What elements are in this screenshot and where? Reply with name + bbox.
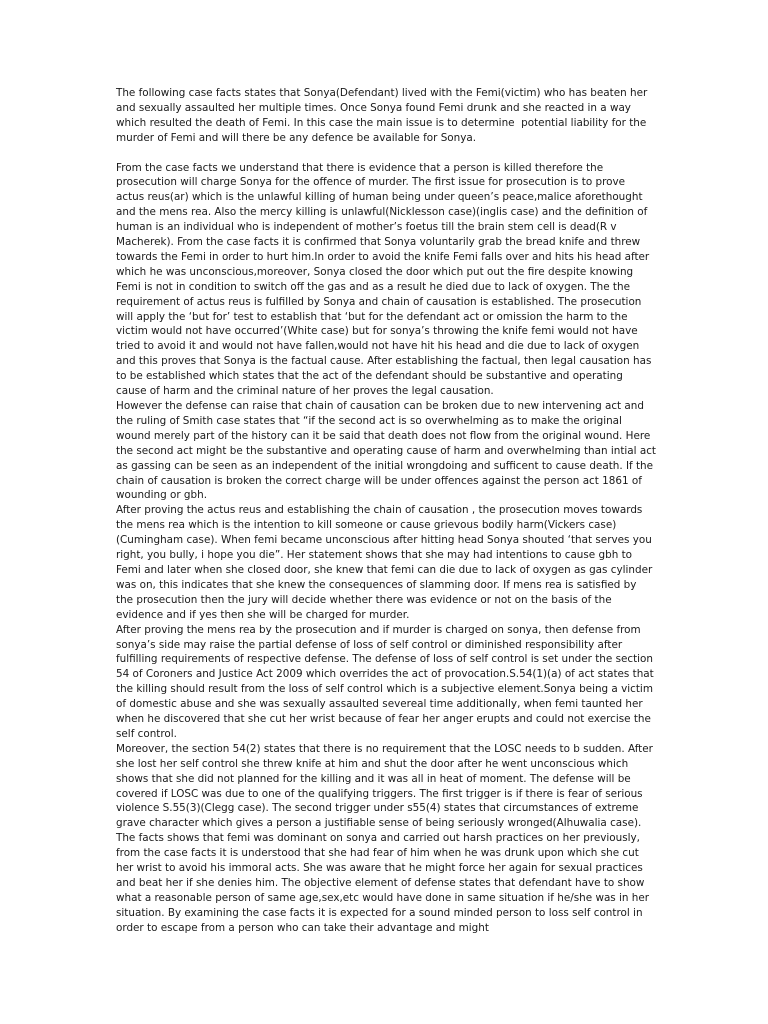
paragraph-introduction: The following case facts states that Sonya(Defendant) lived with the Femi(victim) who has beaten her and sexually assaulted her multiple times. Once Sonya found Femi drunk and she reacted in a way which resulted the death of Femi. In this case the main issue is to determine potential liability for the murder of Femi and will there be any defence be available for Sonya.: [116, 87, 651, 144]
paragraph-qualifying-triggers: Moreover, the section 54(2) states that there is no requirement that the LOSC needs to b sudden. After she lost her self control she threw knife at him and shut the door after he went unconscious which shows that she did not planned for the killing and it was all in heat of moment. The defense will be covered if LOSC was due to one of the qualifying triggers. The first trigger is if there is fear of serious violence S.55(3)(Clegg case). The second trigger under s55(4) states that circumstances of extreme grave character which gives a person a justifiable sense of being seriously wronged(Alhuwalia case). The facts shows that femi was dominant on sonya and carried out harsh practices on her previously, from the case facts it is understood that she had fear of him when he was drunk upon which she cut her wrist to avoid his immoral acts. She was aware that he might force her again for sexual practices and beat her if she denies him. The objective element of defense states that defendant have to show what a reasonable person of same age,sex,etc would have done in same situation if he/she was in her situation. By examining the case facts it is expected for a sound minded person to loss self control in order to escape from a person who can take their advantage and might: [116, 742, 657, 934]
paragraph-loss-of-self-control: After proving the mens rea by the prosecution and if murder is charged on sonya, then defense from sonya’s side may raise the partial defense of loss of self control or diminished responsibility after fulfilling requirements of respective defense. The defense of loss of self control is set under the section 54 of Coroners and Justice Act 2009 which overrides the act of provocation.S.54(1)(a) of act states that the killing should result from the loss of self control which is a subjective element.Sonya being a victim of domestic abuse and she was sexually assaulted severeal time additionally, when femi taunted her when he discovered that she cut her wrist because of fear her anger erupts and could not exercise the self control.: [116, 623, 658, 740]
paragraph-actus-reus: From the case facts we understand that there is evidence that a person is killed therefore the prosecution will charge Sonya for the offence of murder. The first issue for prosecution is to prove actus reus(ar) which is the unlawful killing of human being under queen’s peace,malice aforethought and the mens rea. Also the mercy killing is unlawful(Nicklesson case)(inglis case) and the definition of human is an individual who is independent of mother’s foetus till the brain stem cell is dead(R v Macherek). From the case facts it is confirmed that Sonya voluntarily grab the bread knife and threw towards the Femi in order to hurt him.In order to avoid the knife Femi falls over and hits his head after which he was unconscious,moreover, Sonya closed the door which put out the fire despite knowing Femi is not in condition to switch off the gas and as a result he died due to lack of oxygen. The the requirement of actus reus is fulfilled by Sonya and chain of causation is established. The prosecution will apply the ‘but for’ test to establish that ‘but for the defendant act or omission the harm to the victim would not have occurred’(White case) but for sonya’s throwing the knife femi would not have tried to avoid it and would not have fallen,would not have hit his head and die due to lack of oxygen and this proves that Sonya is the factual cause. After establishing the factual, then legal causation has to be established which states that the act of the defendant should be substantive and operating cause of harm and the criminal nature of her proves the legal causation.: [116, 161, 655, 398]
document-page: [116, 86, 660, 936]
paragraph-mens-rea: After proving the actus reus and establishing the chain of causation , the prosecution moves towards the mens rea which is the intention to kill someone or cause grievous bodily harm(Vickers case)(Cumingham case). When femi became unconscious after hitting head Sonya shouted ‘that serves you right, you bully, i hope you die”. Her statement shows that she may had intentions to cause gbh to Femi and later when she closed door, she knew that femi can die due to lack of oxygen as gas cylinder was on, this indicates that she knew the consequences of slamming door. If mens rea is satisfied by the prosecution then the jury will decide whether there was evidence or not on the basis of the evidence and if yes then she will be charged for murder.: [116, 504, 656, 621]
paragraph-chain-of-causation: However the defense can raise that chain of causation can be broken due to new intervening act and the ruling of Smith case states that “if the second act is so overwhelming as to make the original wound merely part of the history can it be said that death does not flow from the original wound. Here the second act might be the substantive and operating cause of harm and overwhelming than intial act as gassing can be seen as an independent of the initial wrongdoing and sufficent to cause death. If the chain of causation is broken the correct charge will be under offences against the person act 1861 of wounding or gbh.: [116, 400, 660, 502]
